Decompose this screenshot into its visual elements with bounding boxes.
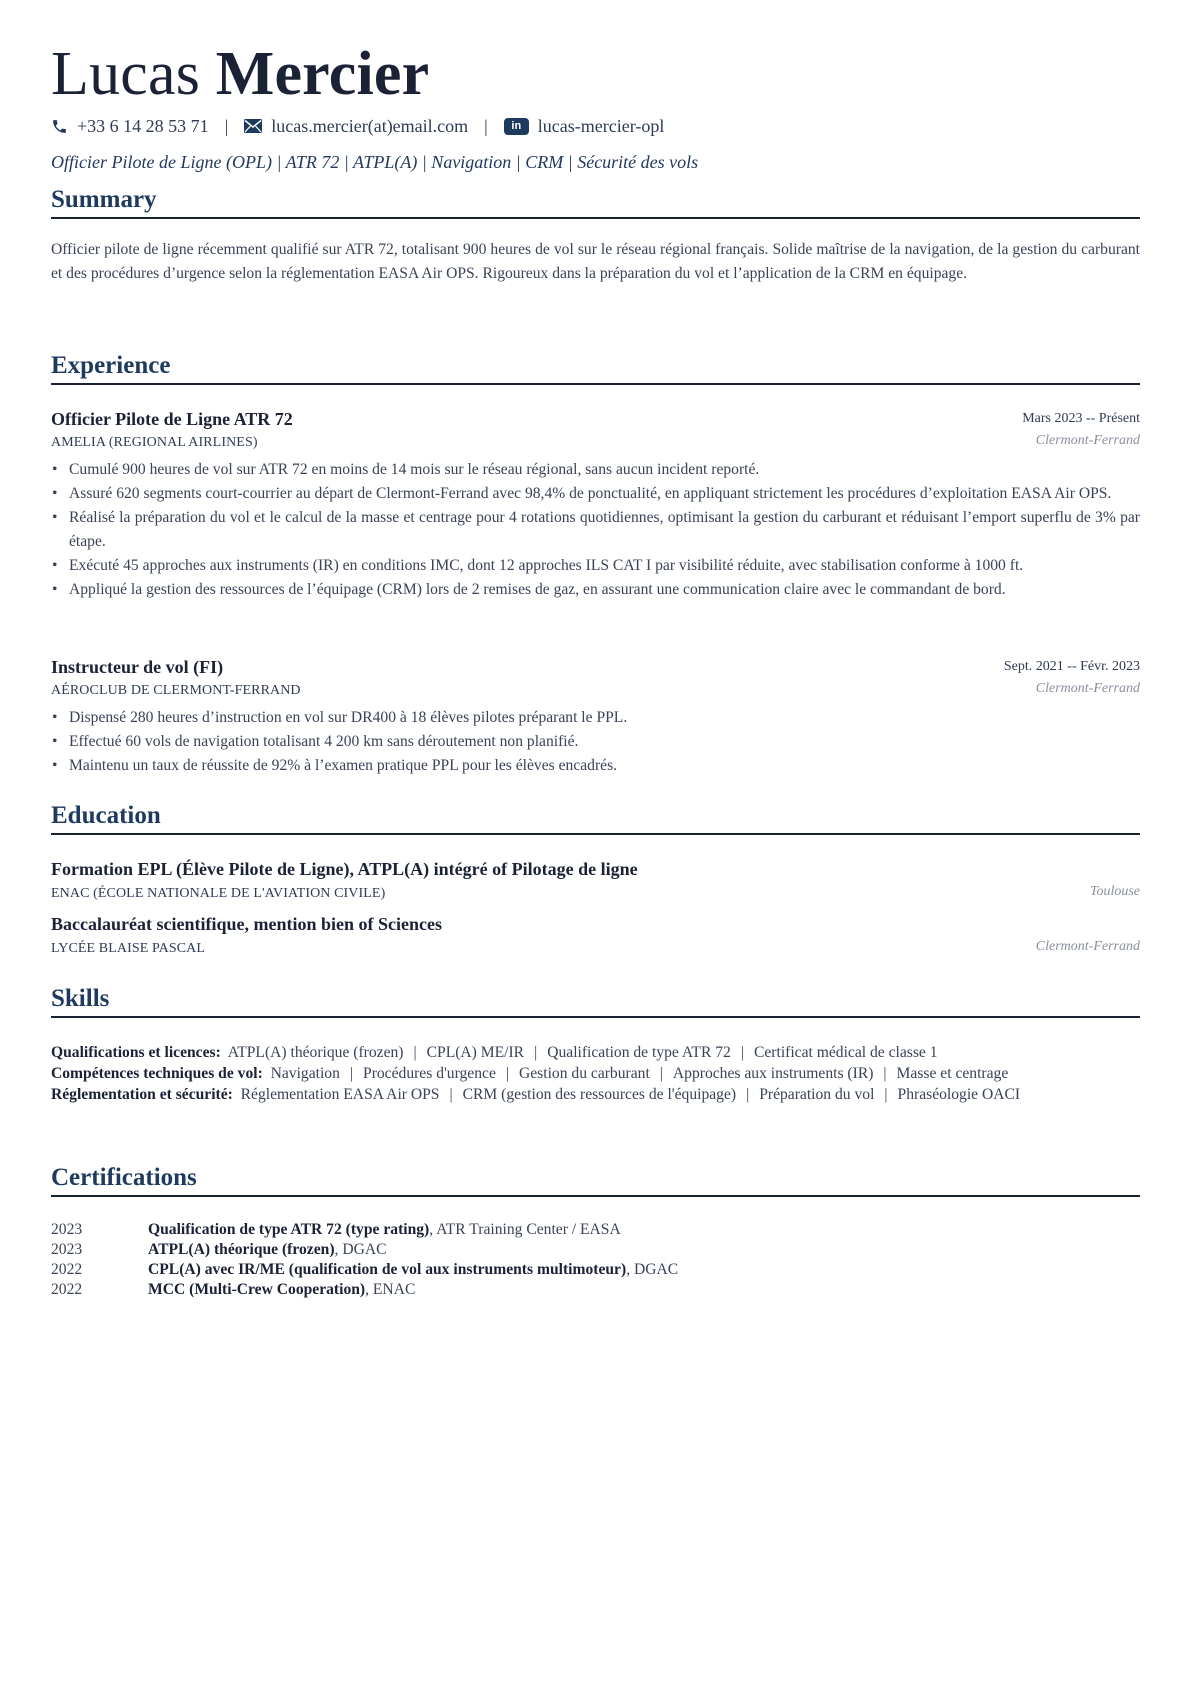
phone-number[interactable]: +33 6 14 28 53 71 (77, 115, 209, 136)
degree-title: Formation EPL (Élève Pilote de Ligne), ATPL(A) intégré of Pilotage de ligne (51, 859, 638, 879)
job-title: Officier Pilote de Ligne ATR 72 (51, 409, 293, 429)
list-item (51, 1280, 1140, 1300)
skill-separator: | (449, 1086, 453, 1103)
degree-title: Baccalauréat scientifique, mention bien of Sciences (51, 914, 442, 934)
school-name: ENAC (ÉCOLE NATIONALE DE L'AVIATION CIVILE) (51, 886, 386, 901)
cert-year: 2022 (51, 1261, 83, 1278)
summary-text: Officier pilote de ligne récemment qualifié sur ATR 72, totalisant 900 heures de vol sur le réseau régional français. Solide maîtrise de la navigation, de la gestion du carburant et des procédures d’urgence selon la réglementation EASA Air OPS. Rigoureux dans la préparation du vol et l’application de la CRM en équipage. (51, 241, 1140, 282)
phone-icon (51, 118, 68, 135)
job-title: Instructeur de vol (FI) (51, 657, 224, 677)
cert-issuer: , ATR Training Center / EASA (429, 1221, 621, 1238)
list-item: • Assuré 620 segments court-courrier au départ de Clermont-Ferrand avec 98,4% de ponctualité, en appliquant strictement les procédures d’exploitation EASA Air OPS. (51, 482, 1140, 506)
contact-line (51, 114, 664, 138)
skill-separator: | (659, 1065, 663, 1082)
section-title-skills: Skills (51, 983, 1140, 1018)
cert-issuer: , ENAC (365, 1281, 416, 1298)
skill-separator: | (740, 1044, 744, 1061)
cert-name: ATPL(A) théorique (frozen) (148, 1241, 335, 1258)
skill-separator: | (349, 1065, 354, 1082)
section-title-summary: Summary (51, 184, 1140, 219)
list-item (51, 1260, 1140, 1280)
list-item (51, 1220, 1140, 1240)
first-name: Lucas (51, 40, 201, 108)
skill-group (51, 1063, 1140, 1084)
skill-separator: | (746, 1086, 750, 1103)
skill-group-label: Réglementation et sécurité: (51, 1086, 233, 1103)
skill-group (51, 1084, 1140, 1105)
skill-item: Préparation du vol (759, 1086, 875, 1103)
section-title-certifications: Certifications (51, 1162, 1140, 1197)
skill-item: Masse et centrage (896, 1065, 1009, 1082)
list-item: • Appliqué la gestion des ressources de l’équipage (CRM) lors de 2 remises de gaz, en assurant une communication claire avec le commandant de bord. (51, 578, 1140, 602)
list-item: • Réalisé la préparation du vol et le calcul de la masse et centrage pour 4 rotations quotidiennes, optimisant la gestion du carburant et réduisant l’emport superflu de 3% par étape. (51, 506, 1140, 554)
skill-item: ATPL(A) théorique (frozen) (227, 1044, 404, 1061)
skill-item: Navigation (270, 1065, 340, 1082)
skill-separator: | (505, 1065, 509, 1082)
cert-year: 2023 (51, 1221, 83, 1238)
certifications-list (51, 1220, 1140, 1300)
linkedin-badge: in (504, 118, 529, 135)
skill-separator: | (534, 1044, 538, 1061)
school-name: LYCÉE BLAISE PASCAL (51, 941, 205, 956)
list-item: • Cumulé 900 heures de vol sur ATR 72 en moins de 14 mois sur le réseau régional, sans aucun incident reporté. (51, 458, 1140, 482)
contact-separator: | (484, 115, 488, 136)
cert-name: CPL(A) avec IR/ME (qualification de vol aux instruments multimoteur) (148, 1261, 627, 1278)
skill-group (51, 1042, 1140, 1063)
job-dates: Sept. 2021 -- Févr. 2023 (1003, 659, 1140, 674)
headline-tagline: Officier Pilote de Ligne (OPL) | ATR 72 | ATPL(A) | Navigation | CRM | Sécurité des vols (51, 152, 699, 172)
skill-separator: | (884, 1086, 888, 1103)
section-title-experience: Experience (51, 350, 1140, 385)
skill-item: Gestion du carburant (519, 1065, 650, 1082)
job-employer: AÉROCLUB DE CLERMONT-FERRAND (51, 683, 301, 698)
skills-list (51, 1042, 1140, 1105)
skill-group-label: Compétences techniques de vol: (51, 1065, 263, 1082)
skill-separator: | (883, 1065, 887, 1082)
linkedin-icon (504, 118, 529, 135)
skill-item: Procédures d'urgence (363, 1065, 496, 1082)
skill-item: Réglementation EASA Air OPS (240, 1086, 440, 1103)
school-location: Clermont-Ferrand (1035, 939, 1140, 954)
list-item: • Effectué 60 vols de navigation totalisant 4 200 km sans déroutement non planifié. (51, 730, 1140, 754)
job-bullets (51, 706, 1140, 778)
school-location: Toulouse (1089, 884, 1140, 899)
cert-name: Qualification de type ATR 72 (type rating) (148, 1221, 430, 1238)
skill-group-label: Qualifications et licences: (51, 1044, 221, 1061)
job-employer: AMELIA (REGIONAL AIRLINES) (51, 435, 258, 450)
cert-name: MCC (Multi-Crew Cooperation) (148, 1281, 366, 1298)
last-name: Mercier (215, 40, 430, 108)
list-item: • Dispensé 280 heures d’instruction en vol sur DR400 à 18 élèves pilotes préparant le PPL. (51, 706, 1140, 730)
skill-item: Certificat médical de classe 1 (753, 1044, 938, 1061)
cert-year: 2022 (51, 1281, 83, 1298)
email-link[interactable]: lucas.mercier(at)email.com (271, 115, 469, 136)
contact-separator: | (224, 115, 229, 136)
candidate-name (51, 34, 429, 114)
cert-year: 2023 (51, 1241, 83, 1258)
skill-item: CPL(A) ME/IR (426, 1044, 525, 1061)
job-dates: Mars 2023 -- Présent (1022, 411, 1140, 426)
cert-issuer: , DGAC (334, 1241, 387, 1258)
skill-item: Phraséologie OACI (897, 1086, 1021, 1103)
linkedin-link[interactable]: lucas-mercier-opl (537, 115, 665, 136)
skill-item: CRM (gestion des ressources de l'équipage) (462, 1086, 737, 1103)
section-title-education: Education (51, 800, 1140, 835)
list-item: • Exécuté 45 approches aux instruments (IR) en conditions IMC, dont 12 approches ILS CAT I par visibilité réduite, avec stabilisation conforme à 1000 ft. (51, 554, 1140, 578)
skill-item: Approches aux instruments (IR) (672, 1065, 874, 1082)
skill-item: Qualification de type ATR 72 (547, 1044, 731, 1061)
skill-separator: | (413, 1044, 417, 1061)
job-location: Clermont-Ferrand (1035, 433, 1140, 448)
cert-issuer: , DGAC (626, 1261, 679, 1278)
list-item: • Maintenu un taux de réussite de 92% à l’examen pratique PPL pour les élèves encadrés. (51, 754, 1140, 778)
list-item (51, 1240, 1140, 1260)
envelope-icon (244, 119, 262, 133)
job-bullets (51, 458, 1140, 602)
job-location: Clermont-Ferrand (1035, 681, 1140, 696)
